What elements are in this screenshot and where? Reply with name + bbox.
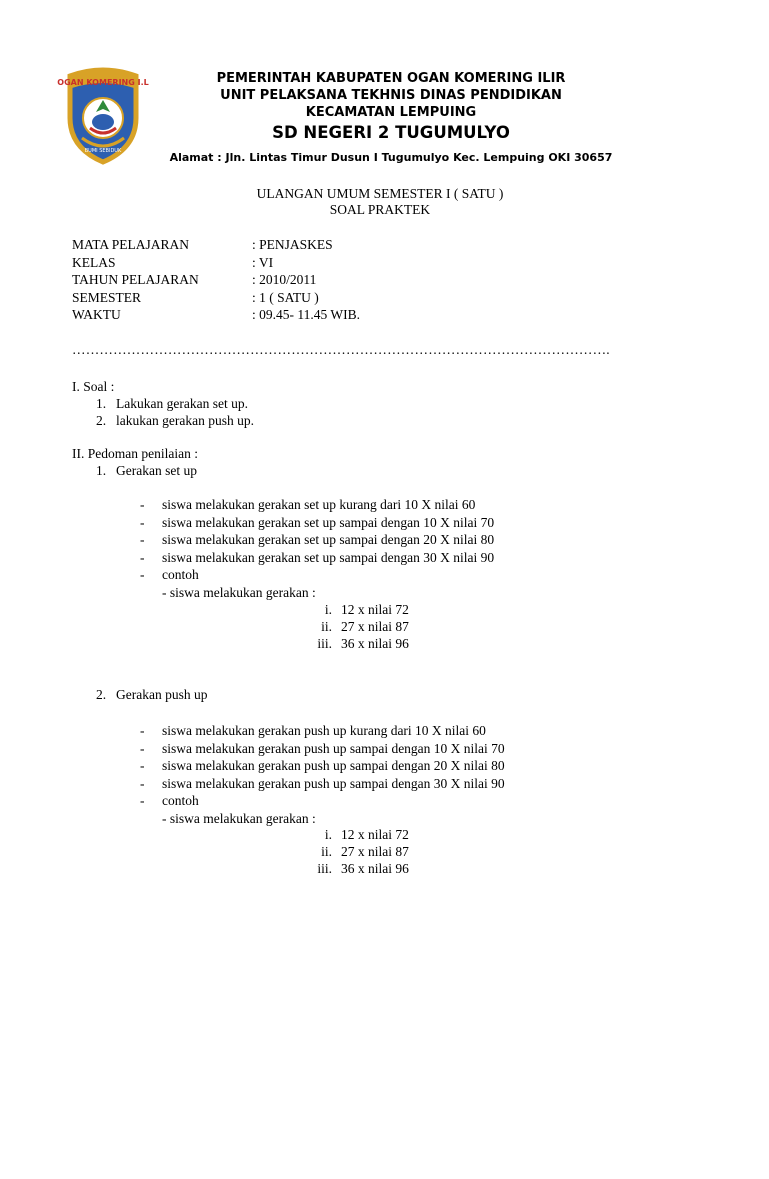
info-row xyxy=(72,306,360,324)
exam-titles xyxy=(160,186,600,218)
pushup-criteria-list xyxy=(140,722,505,827)
example-row: i. 12 x nilai 72 xyxy=(324,827,409,842)
example-row: i. 12 x nilai 72 xyxy=(324,602,409,617)
exam-title: ULANGAN UMUM SEMESTER I ( SATU ) xyxy=(256,186,504,201)
example-row: ii. 27 x nilai 87 xyxy=(321,619,409,634)
info-row xyxy=(72,289,360,307)
example-intro: - siswa melakukan gerakan : xyxy=(162,810,316,826)
pedoman-section xyxy=(72,445,198,479)
list-item: - siswa melakukan gerakan set up sampai dengan 30 X nilai 90 xyxy=(140,549,495,565)
section-title xyxy=(72,462,198,479)
list-item xyxy=(72,395,254,412)
dotted-separator: ………………………………………………………………………………………………………. xyxy=(72,342,610,357)
item-number: 1. xyxy=(96,396,107,411)
example-row: iii. 36 x nilai 96 xyxy=(317,861,409,876)
item-text: Lakukan gerakan set up. xyxy=(116,396,248,411)
pushup-section xyxy=(72,686,207,703)
setup-criteria-list xyxy=(140,496,494,601)
soal-section xyxy=(72,378,254,429)
example-row: iii. 36 x nilai 96 xyxy=(317,636,409,651)
agency-name: UNIT PELAKSANA TEKHNIS DINAS PENDIDIKAN xyxy=(220,88,562,103)
info-label: SEMESTER xyxy=(72,289,142,305)
list-item: - siswa melakukan gerakan push up sampai dengan 20 X nilai 80 xyxy=(140,758,505,773)
item-number: 2. xyxy=(96,413,107,428)
info-value: : 2010/2011 xyxy=(252,272,317,287)
regency-logo-icon xyxy=(57,66,149,164)
pushup-examples xyxy=(300,826,409,877)
exam-subtitle: SOAL PRAKTEK xyxy=(329,202,431,217)
list-item: - siswa melakukan gerakan set up kurang dari 10 X nilai 60 xyxy=(140,497,476,512)
soal-heading: I. Soal : xyxy=(72,379,115,394)
info-value: : VI xyxy=(252,254,274,270)
info-row xyxy=(72,254,360,272)
pedoman-heading: II. Pedoman penilaian : xyxy=(72,446,198,461)
info-label: MATA PELAJARAN xyxy=(72,237,190,252)
info-value: : 09.45- 11.45 WIB. xyxy=(252,307,360,322)
section-title xyxy=(72,686,207,703)
info-row xyxy=(72,236,360,254)
info-value: : 1 ( SATU ) xyxy=(252,289,319,305)
list-item xyxy=(72,412,254,429)
school-name: SD NEGERI 2 TUGUMULYO xyxy=(272,123,510,142)
list-item: - siswa melakukan gerakan set up sampai dengan 10 X nilai 70 xyxy=(140,514,495,530)
info-row xyxy=(72,271,360,289)
info-label: TAHUN PELAJARAN xyxy=(72,272,199,287)
section-number: 2. xyxy=(96,687,107,702)
setup-examples xyxy=(300,601,409,652)
district-name: KECAMATAN LEMPUING xyxy=(305,105,477,120)
letterhead-text xyxy=(150,70,632,143)
section-title-text: Gerakan set up xyxy=(116,463,197,478)
list-item: - contoh xyxy=(140,793,199,808)
list-item: - contoh xyxy=(140,567,199,582)
example-row: ii. 27 x nilai 87 xyxy=(321,844,409,859)
section-number: 1. xyxy=(96,463,107,478)
school-address: Alamat : Jln. Lintas Timur Dusun I Tugumulyo Kec. Lempuing OKI 30657 xyxy=(169,151,613,164)
exam-info xyxy=(72,236,360,324)
info-value: : PENJASKES xyxy=(252,237,333,252)
list-item: - siswa melakukan gerakan push up sampai dengan 10 X nilai 70 xyxy=(140,740,505,756)
list-item: - siswa melakukan gerakan push up kurang dari 10 X nilai 60 xyxy=(140,723,486,738)
item-text: lakukan gerakan push up. xyxy=(116,413,254,428)
example-intro: - siswa melakukan gerakan : xyxy=(162,584,316,600)
list-item: - siswa melakukan gerakan push up sampai dengan 30 X nilai 90 xyxy=(140,775,505,791)
letterhead xyxy=(0,0,769,170)
info-label: KELAS xyxy=(72,254,116,270)
section-title-text: Gerakan push up xyxy=(116,687,208,702)
logo-lettering: OGAN KOMERING I.L xyxy=(57,78,149,87)
list-item: - siswa melakukan gerakan set up sampai dengan 20 X nilai 80 xyxy=(140,532,495,547)
info-label: WAKTU xyxy=(72,307,121,322)
svg-text:BUMI SEBIDUK: BUMI SEBIDUK xyxy=(84,148,122,154)
government-name: PEMERINTAH KABUPATEN OGAN KOMERING ILIR xyxy=(216,71,566,86)
